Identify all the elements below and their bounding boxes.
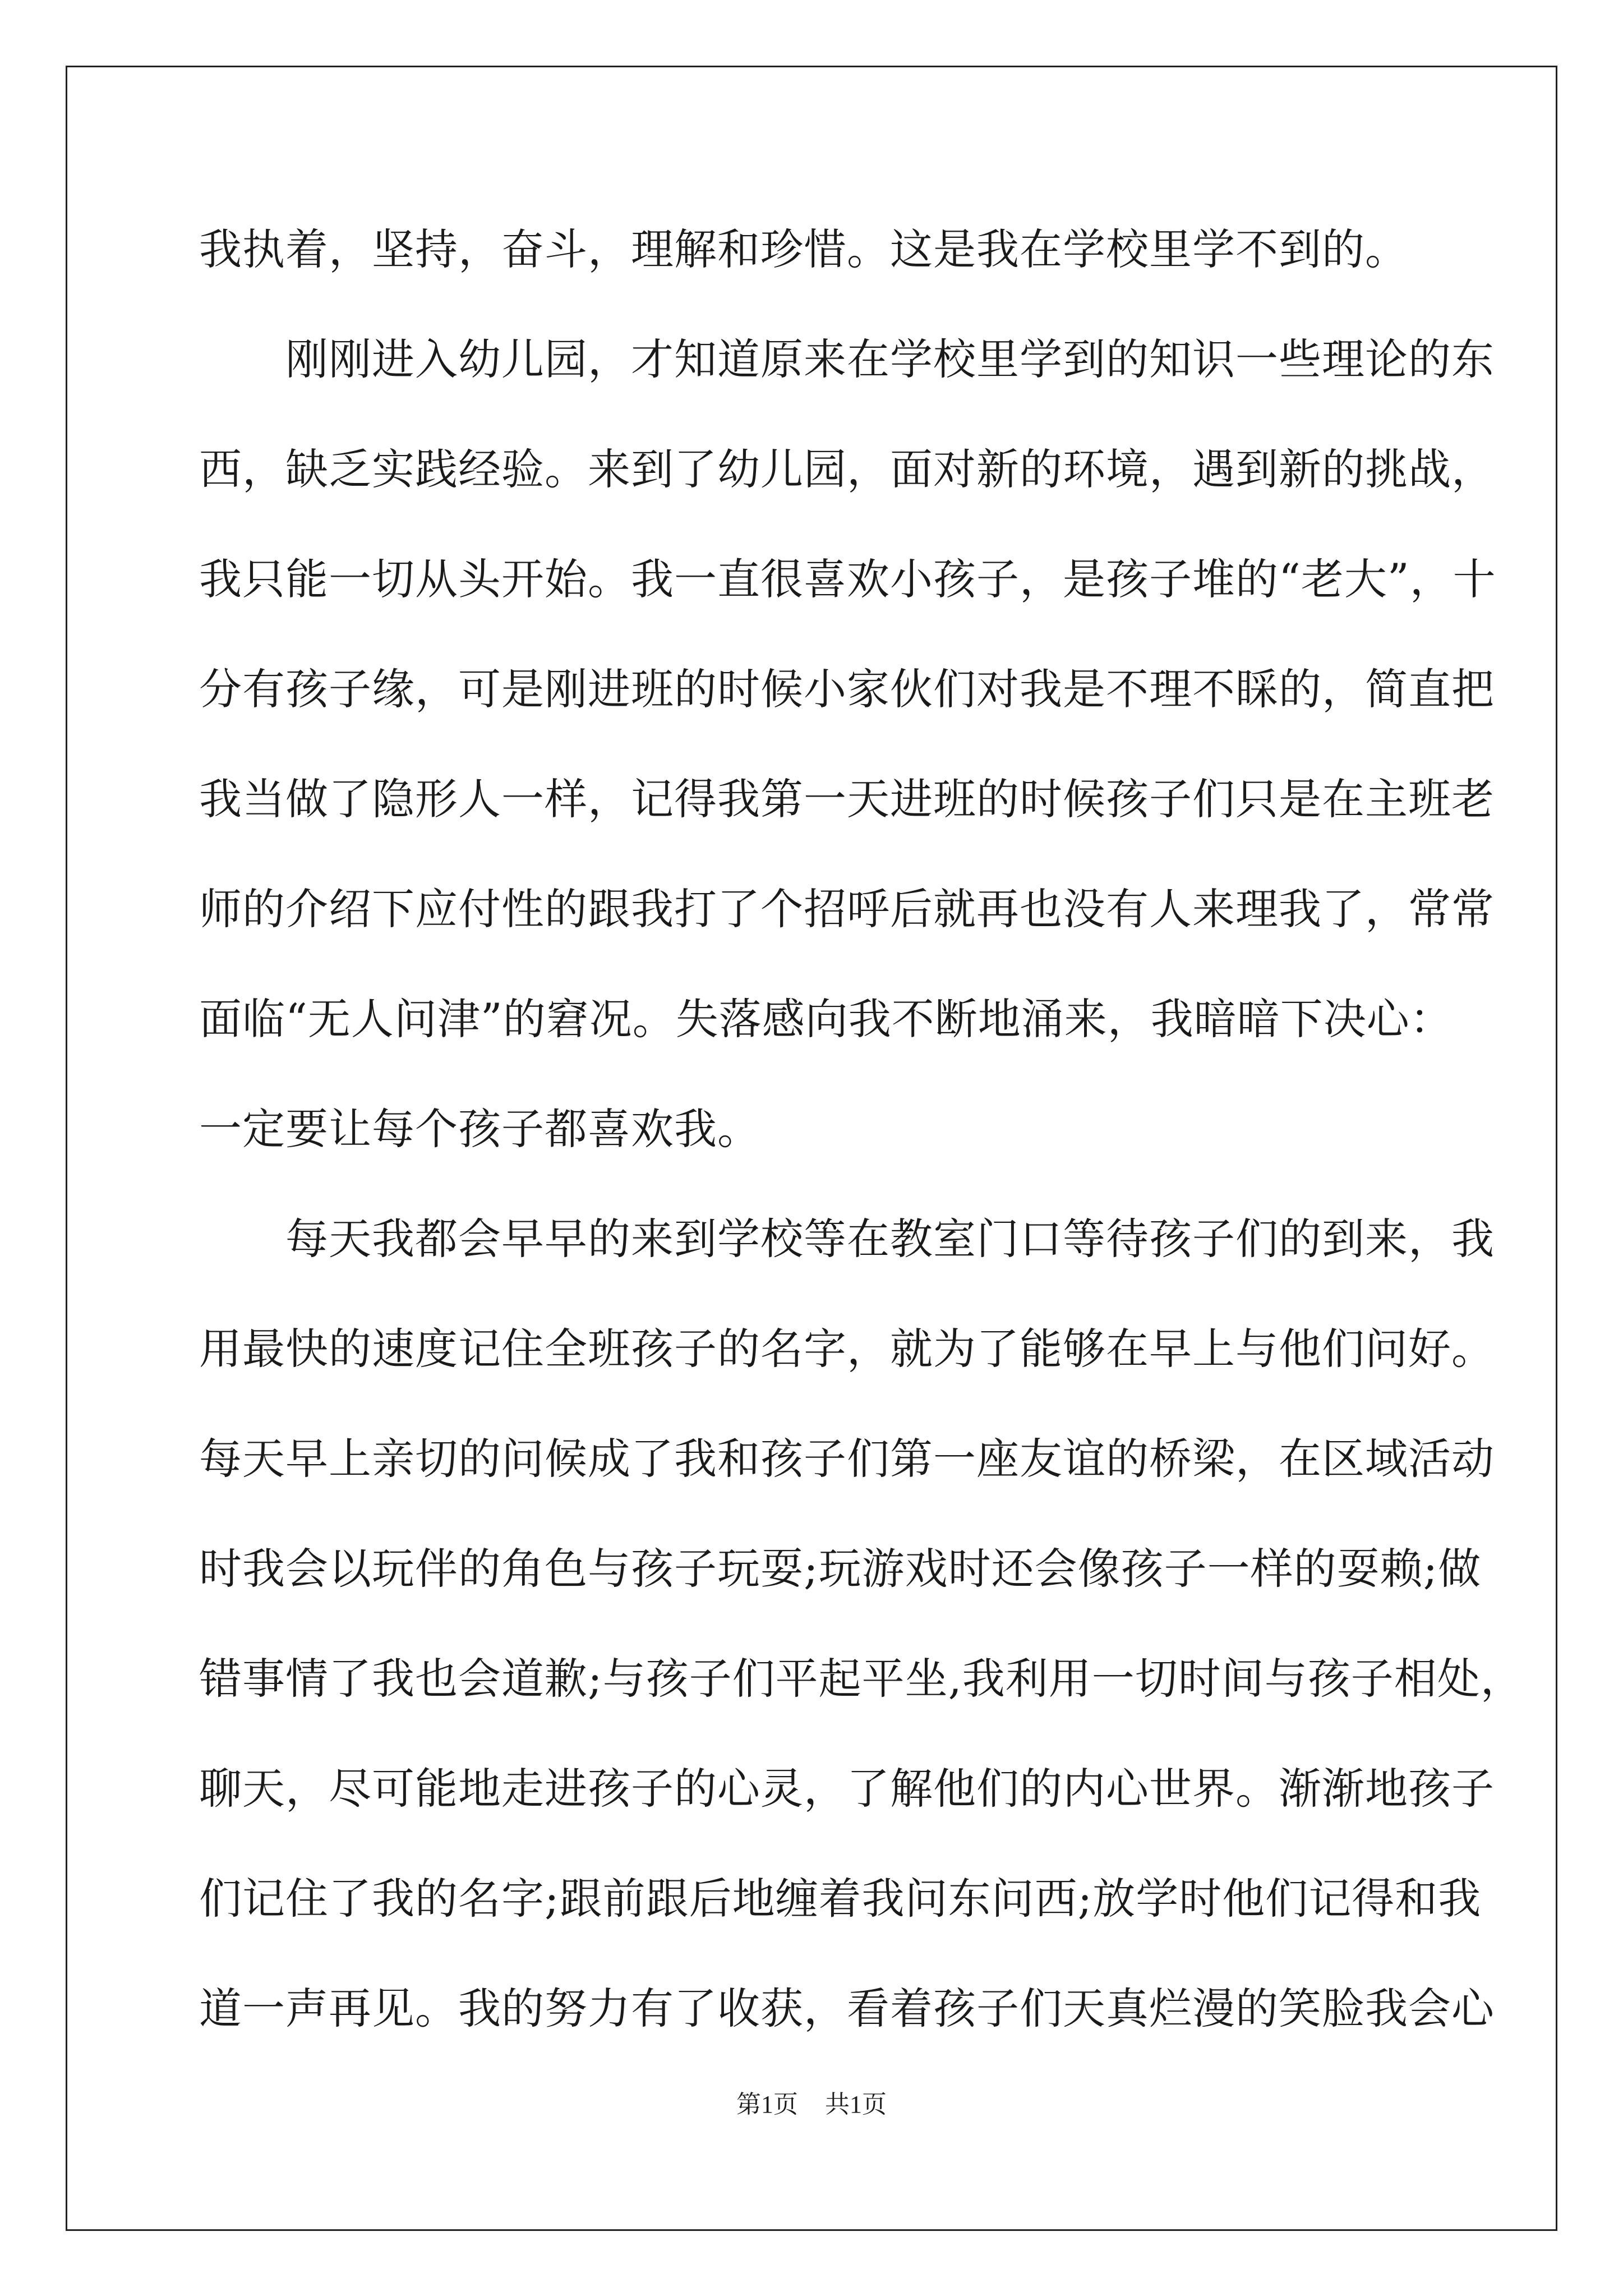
text-line: 西，缺乏实践经验。来到了幼儿园，面对新的环境，遇到新的挑战，	[199, 444, 1495, 494]
text-line: 聊天，尽可能地走进孩子的心灵，了解他们的内心世界。渐渐地孩子	[199, 1764, 1495, 1814]
text-line: 道一声再见。我的努力有了收获，看着孩子们天真烂漫的笑脸我会心	[199, 1984, 1495, 2033]
text-line: 我当做了隐形人一样，记得我第一天进班的时候孩子们只是在主班老	[199, 774, 1495, 824]
text-line: 面临“无人问津”的窘况。失落感向我不断地涌来，我暗暗下决心：	[199, 994, 1453, 1044]
text-line: 分有孩子缘，可是刚进班的时候小家伙们对我是不理不睬的，简直把	[199, 664, 1495, 714]
text-line: 我执着，坚持，奋斗，理解和珍惜。这是我在学校里学不到的。	[199, 224, 1408, 274]
page-footer	[0, 2088, 1623, 2122]
text-line: 师的介绍下应付性的跟我打了个招呼后就再也没有人来理我了，常常	[199, 884, 1495, 934]
text-line: 刚刚进入幼儿园，才知道原来在学校里学到的知识一些理论的东	[199, 334, 1495, 384]
text-line: 错事情了我也会道歉;与孩子们平起平坐,我利用一切时间与孩子相处，	[199, 1654, 1524, 1704]
text-line: 每天我都会早早的来到学校等在教室门口等待孩子们的到来，我	[199, 1214, 1495, 1264]
text-line: 们记住了我的名字;跟前跟后地缠着我问东问西;放学时他们记得和我	[199, 1874, 1482, 1924]
page-total: 共1页	[825, 2091, 887, 2118]
body-text	[199, 216, 1524, 2085]
page-number: 第1页	[736, 2091, 798, 2118]
text-line: 一定要让每个孩子都喜欢我。	[199, 1104, 760, 1154]
text-line: 用最快的速度记住全班孩子的名字，就为了能够在早上与他们问好。	[199, 1324, 1495, 1374]
text-line: 时我会以玩伴的角色与孩子玩耍;玩游戏时还会像孩子一样的耍赖;做	[199, 1544, 1482, 1594]
text-line: 每天早上亲切的问候成了我和孩子们第一座友谊的桥梁，在区域活动	[199, 1434, 1495, 1484]
text-line: 我只能一切从头开始。我一直很喜欢小孩子，是孩子堆的“老大”，十	[199, 554, 1496, 604]
